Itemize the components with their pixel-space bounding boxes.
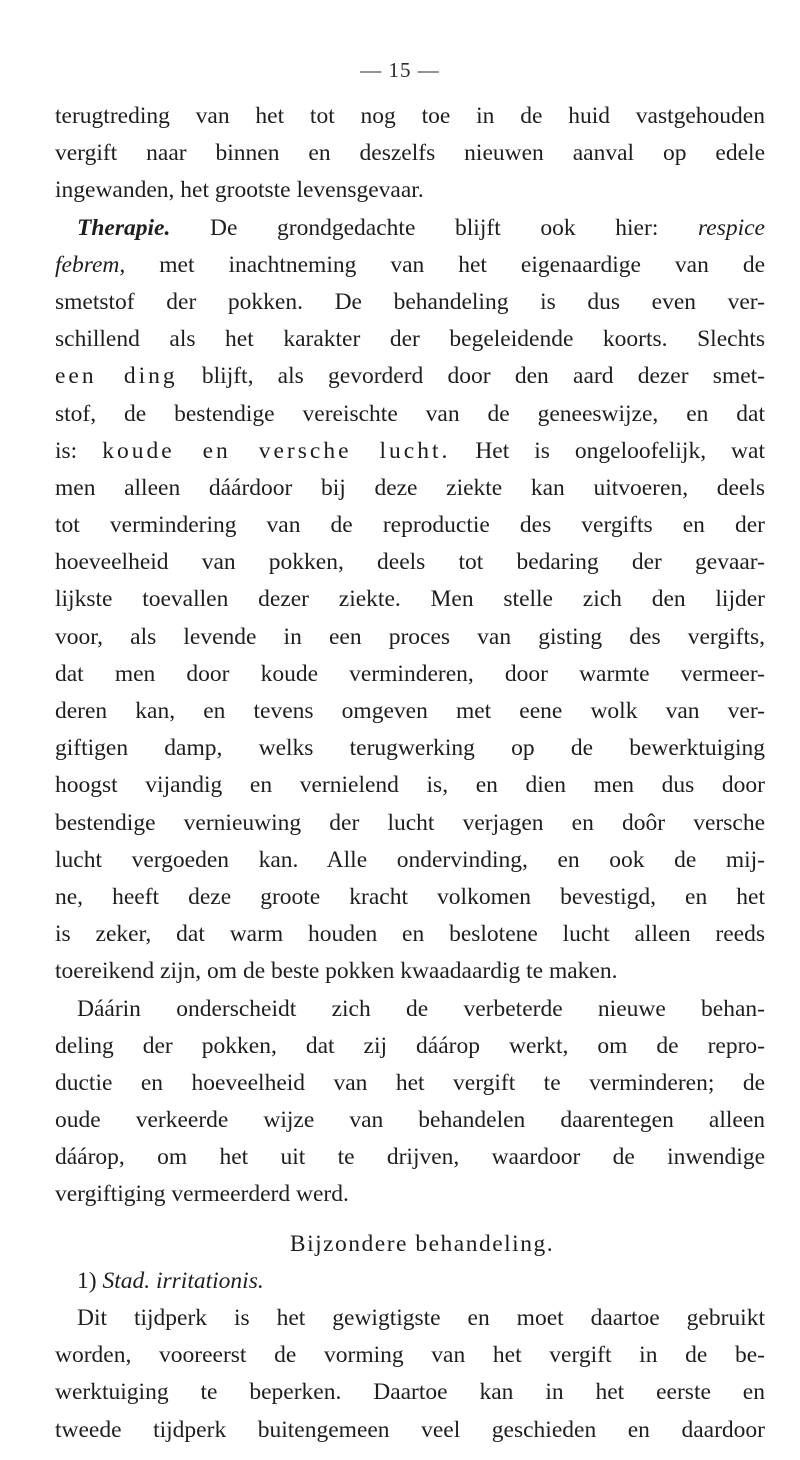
therapie-label: Therapie.	[77, 214, 171, 241]
text-span: is:	[55, 437, 103, 464]
text-line: stof, de bestendige vereischte van de geneeswijze, en dat	[55, 400, 765, 427]
text-line: voor, als levende in een proces van gisting des vergifts,	[55, 623, 765, 650]
text-line: hoogst vijandig en vernielend is, en dien men dus door	[55, 772, 765, 799]
body-text	[55, 98, 765, 1449]
text-line: ductie en hoeveelheid van het vergift te verminderen; de	[55, 1069, 765, 1096]
text-line: men alleen dáárdoor bij deze ziekte kan uitvoeren, deels	[55, 474, 765, 501]
text-line	[55, 247, 765, 284]
text-line: oude verkeerde wijze van behandelen daarentegen alleen	[55, 1107, 765, 1134]
subsection-title: Stad. irritationis.	[102, 1267, 264, 1294]
text-line: vergiftiging vermeerderd werd.	[55, 1181, 349, 1208]
text-line: smetstof der pokken. De behandeling is dus even ver-	[55, 288, 765, 315]
text-line: deling der pokken, dat zij dáárop werkt, om de repro-	[55, 1032, 765, 1059]
text-line: deren kan, en tevens omgeven met eene wolk van ver-	[55, 698, 765, 724]
text-line: giftigen damp, welks terugwerking op de bewerktuiging	[55, 735, 765, 762]
latin-term: respice	[698, 214, 765, 241]
text-line: terugtreding van het tot nog toe in de huid vastgehouden	[55, 103, 765, 129]
text-line: ne, heeft deze groote kracht volkomen bevestigd, en het	[55, 883, 765, 910]
text-span: De grondgedachte blijft ook hier:	[170, 214, 698, 241]
text-line: schillend als het karakter der begeleidende koorts. Slechts	[55, 326, 765, 353]
emphasis-spaced: een ding	[55, 363, 178, 390]
text-line: dáárop, om het uit te drijven, waardoor de inwendige	[55, 1144, 765, 1171]
emphasis-spaced: koude en versche lucht.	[102, 437, 451, 464]
section-heading: Bijzondere behandeling.	[289, 1230, 555, 1257]
text-line: tweede tijdperk buitengemeen veel geschieden en daardoor	[55, 1416, 765, 1443]
page-number: — 15 —	[360, 58, 440, 82]
text-line: hoeveelheid van pokken, deels tot bedaring der gevaar-	[55, 549, 765, 576]
text-line: lucht vergoeden kan. Alle ondervinding, en ook de mij-	[55, 846, 765, 873]
text-line: Dáárin onderscheidt zich de verbeterde nieuwe behan-	[77, 995, 765, 1022]
text-line	[55, 210, 765, 247]
text-line: toereikend zijn, om de beste pokken kwaadaardig te maken.	[55, 958, 618, 985]
text-line: dat men door koude verminderen, door warmte vermeer-	[55, 660, 765, 687]
text-line: is zeker, dat warm houden en beslotene lucht alleen reeds	[55, 921, 765, 948]
text-line: Dit tijdperk is het gewigtigste en moet daartoe gebruikt	[77, 1305, 765, 1331]
text-span: Het is ongeloofelijk, wat	[450, 437, 765, 464]
text-span: , met inachtneming van het eigenaardige van de	[119, 251, 765, 278]
text-line	[55, 433, 765, 470]
text-line: lijkste toevallen dezer ziekte. Men stelle zich den lijder	[55, 586, 765, 613]
subsection-heading	[55, 1263, 765, 1300]
text-line: vergift naar binnen en deszelfs nieuwen aanval op edele	[55, 140, 765, 167]
text-line	[55, 358, 765, 395]
latin-term: febrem	[55, 251, 120, 278]
text-line: ingewanden, het grootste levensgevaar.	[55, 177, 424, 204]
text-line: werktuiging te beperken. Daartoe kan in het eerste en	[55, 1379, 765, 1406]
subsection-number: 1)	[77, 1267, 97, 1294]
text-line: worden, vooreerst de vorming van het vergift in de be-	[55, 1342, 765, 1369]
text-line: tot vermindering van de reproductie des vergifts en der	[55, 512, 765, 539]
text-line: bestendige vernieuwing der lucht verjagen en doôr versche	[55, 809, 765, 836]
text-span: blijft, als gevorderd door den aard dezer smet-	[177, 363, 766, 390]
